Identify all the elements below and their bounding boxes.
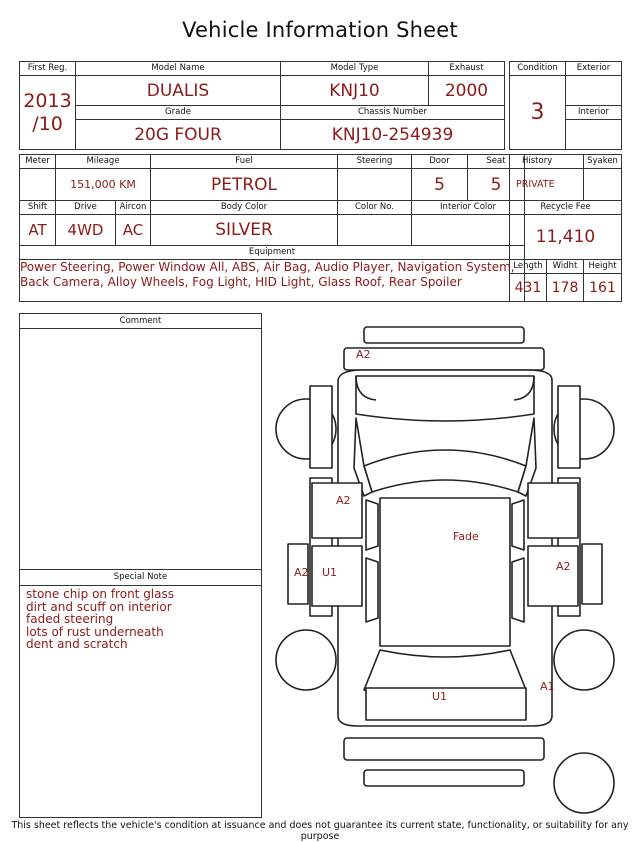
steering-value xyxy=(338,169,412,201)
condition-value: 3 xyxy=(510,76,566,150)
equipment-label: Equipment xyxy=(20,246,525,260)
mark-left-front-door: A2 xyxy=(336,494,351,507)
mileage-label: Mileage xyxy=(56,155,151,169)
mark-left-rear-a: A2 xyxy=(294,566,309,579)
mark-rear: U1 xyxy=(432,690,448,703)
mark-right-rear: A2 xyxy=(556,560,571,573)
right-rear-wheel xyxy=(554,630,614,690)
steering-label: Steering xyxy=(338,155,412,169)
front-bumper-top xyxy=(364,327,524,343)
first-reg-value xyxy=(20,76,76,150)
meter-label: Meter xyxy=(20,155,56,169)
fuel-label: Fuel xyxy=(151,155,338,169)
comment-body xyxy=(20,329,261,569)
model-name-value: DUALIS xyxy=(76,76,281,106)
mark-roof: Fade xyxy=(453,530,479,543)
model-type-label: Model Type xyxy=(281,62,429,76)
condition-table xyxy=(509,61,622,150)
right-sill xyxy=(582,544,602,604)
exterior-label: Exterior xyxy=(566,62,622,76)
grade-value: 20G FOUR xyxy=(76,120,281,150)
condition-label: Condition xyxy=(510,62,566,76)
left-rear-window xyxy=(366,558,378,622)
special-note-line: lots of rust underneath xyxy=(26,624,164,639)
hood xyxy=(356,376,534,421)
left-front-door xyxy=(312,483,362,538)
rear-bumper-bottom xyxy=(364,770,524,786)
shift-value: AT xyxy=(20,215,56,246)
color-no-label: Color No. xyxy=(338,201,412,215)
drive-value: 4WD xyxy=(56,215,116,246)
body-color-value: SILVER xyxy=(151,215,338,246)
width-value: 178 xyxy=(547,274,584,302)
special-note-line: faded steering xyxy=(26,612,114,626)
seat-label: Seat xyxy=(468,155,525,169)
spec-table xyxy=(19,154,525,302)
grade-label: Grade xyxy=(76,106,281,120)
recycle-fee-label: Recycle Fee xyxy=(510,201,622,215)
history-value: PRIVATE xyxy=(510,169,584,201)
disclaimer-footer: This sheet reflects the vehicle's condition at issuance and does not guarantee its current state, functionality, or suitability for any purpose xyxy=(11,820,629,842)
height-value: 161 xyxy=(584,274,622,302)
syaken-label: Syaken xyxy=(584,155,622,169)
chassis-number-value: KNJ10-254939 xyxy=(281,120,505,150)
body-color-label: Body Color xyxy=(151,201,338,215)
mark-left-rear-b: U1 xyxy=(322,566,338,579)
shift-label: Shift xyxy=(20,201,56,215)
exterior-value xyxy=(566,76,622,106)
height-label: Height xyxy=(584,260,622,274)
mark-right-rear-wheel: A1 xyxy=(540,680,555,693)
spare-wheel xyxy=(554,753,614,813)
syaken-value xyxy=(584,169,622,201)
first-reg-label: First Reg. xyxy=(20,62,76,76)
chassis-number-label: Chassis Number xyxy=(281,106,505,120)
interior-value xyxy=(566,120,622,150)
mark-front: A2 xyxy=(356,348,371,361)
right-rear-window xyxy=(512,558,524,622)
interior-label: Interior xyxy=(566,106,622,120)
comment-label: Comment xyxy=(20,314,261,329)
recycle-fee-value: 11,410 xyxy=(510,215,622,260)
right-front-fender xyxy=(558,386,580,468)
meter-value xyxy=(20,169,56,201)
model-info-table xyxy=(19,61,505,150)
equipment-value: Power Steering, Power Window All, ABS, Air Bag, Audio Player, Navigation System, Back Camera, Alloy Wheels, Fog Light, HID Light, Glass Roof, Rear Spoiler xyxy=(20,260,525,302)
first-reg-month: /10 xyxy=(32,112,63,135)
color-no-value xyxy=(338,215,412,246)
seat-value: 5 xyxy=(468,169,525,201)
right-front-window xyxy=(512,500,524,550)
left-front-window xyxy=(366,500,378,550)
aircon-value: AC xyxy=(116,215,151,246)
special-note-body xyxy=(20,586,261,653)
right-rear-door xyxy=(528,546,578,606)
rear-bumper xyxy=(344,738,544,760)
right-front-door xyxy=(528,483,578,538)
car-damage-diagram xyxy=(270,318,625,818)
width-label: Widht xyxy=(547,260,584,274)
history-label: History xyxy=(510,155,584,169)
left-rear-wheel xyxy=(276,630,336,690)
exhaust-value: 2000 xyxy=(429,76,505,106)
history-table xyxy=(509,154,622,302)
special-note-line: stone chip on front glass xyxy=(26,587,175,601)
sheet-title: Vehicle Information Sheet xyxy=(182,18,458,42)
special-note-line: dent and scratch xyxy=(26,637,128,651)
first-reg-year: 2013 xyxy=(23,89,72,112)
length-value: 431 xyxy=(510,274,547,302)
interior-color-label: Interior Color xyxy=(412,201,525,215)
left-front-fender xyxy=(310,386,332,468)
exhaust-label: Exhaust xyxy=(429,62,505,76)
drive-label: Drive xyxy=(56,201,116,215)
model-type-value: KNJ10 xyxy=(281,76,429,106)
special-note-line: dirt and scuff on interior xyxy=(26,599,172,614)
door-label: Door xyxy=(412,155,468,169)
length-label: Length xyxy=(510,260,547,274)
aircon-label: Aircon xyxy=(116,201,151,215)
comment-panel xyxy=(19,313,262,818)
door-value: 5 xyxy=(412,169,468,201)
front-bumper xyxy=(344,348,544,370)
fuel-value: PETROL xyxy=(151,169,338,201)
model-name-label: Model Name xyxy=(76,62,281,76)
mileage-value: 151,000 KM xyxy=(56,169,151,201)
roof xyxy=(380,498,510,646)
interior-color-value xyxy=(412,215,525,246)
special-note-label: Special Note xyxy=(20,569,261,586)
